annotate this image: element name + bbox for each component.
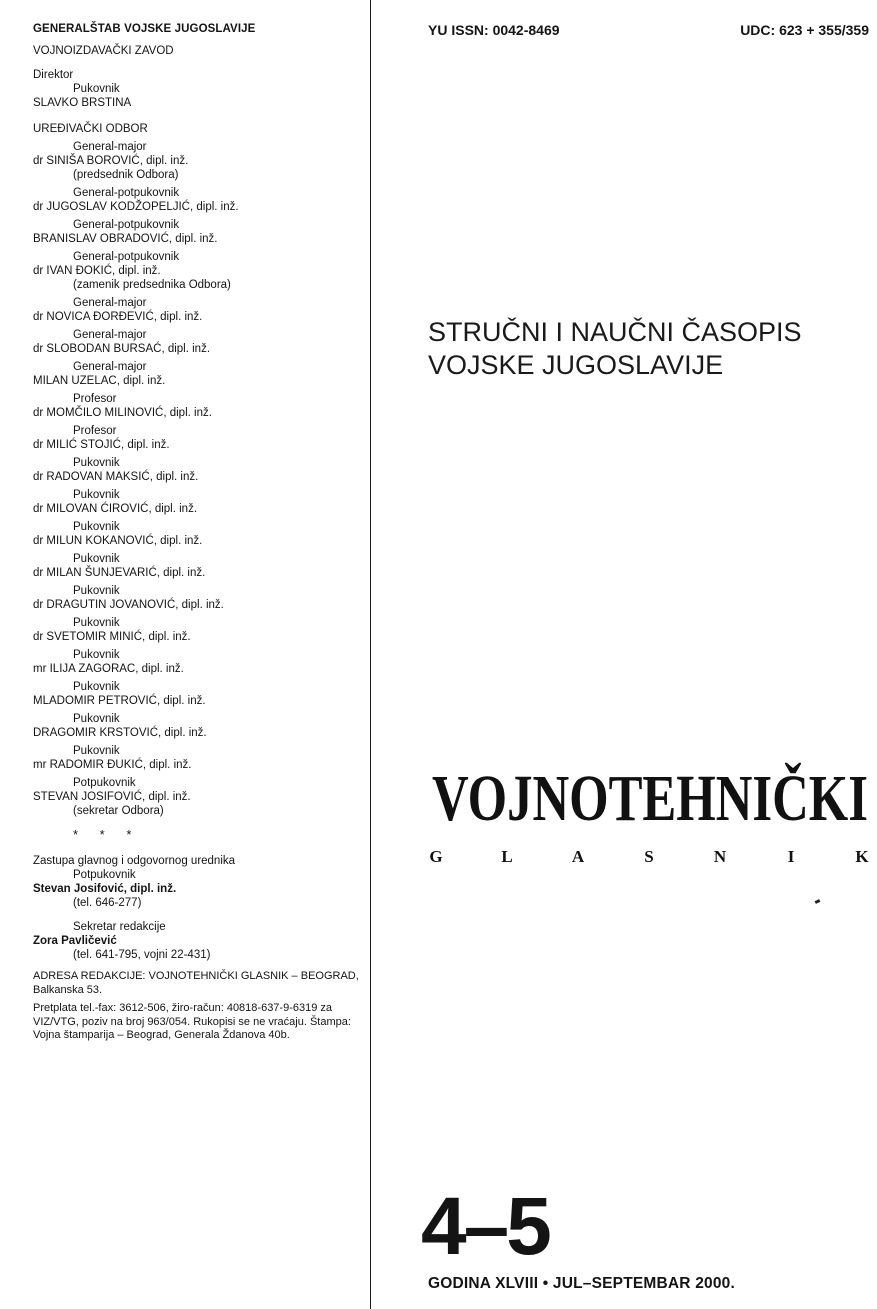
board-member (33, 616, 363, 644)
journal-logo-svg (430, 752, 870, 872)
logo-letter: A (571, 847, 585, 866)
board-member (33, 186, 363, 214)
member-rank: Potpukovnik (73, 777, 136, 789)
board-member (33, 712, 363, 740)
member-rank: Profesor (73, 393, 117, 405)
board-member (33, 648, 363, 676)
director-rank: Pukovnik (73, 83, 120, 95)
logo-subtitle-letters (430, 847, 869, 866)
member-rank: Pukovnik (73, 617, 120, 629)
logo-title: VOJNOTEHNIČKI (432, 762, 868, 835)
member-rank: Pukovnik (73, 649, 120, 661)
member-name: mr ILIJA ZAGORAC, dipl. inž. (33, 663, 184, 675)
board-member (33, 424, 363, 452)
board-member (33, 584, 363, 612)
separator-stars: * * * (73, 827, 132, 842)
board-member (33, 140, 363, 182)
logo-letter: K (855, 847, 869, 866)
member-rank: Profesor (73, 425, 117, 437)
member-rank: General-potpukovnik (73, 219, 180, 231)
logo-letter: G (430, 847, 443, 866)
board-member (33, 250, 363, 292)
secretary-label: Sekretar redakcije (73, 921, 166, 933)
board-member (33, 520, 363, 548)
member-rank: Pukovnik (73, 521, 120, 533)
member-name: dr MILAN ŠUNJEVARIĆ, dipl. inž. (33, 567, 206, 579)
editorial-address: ADRESA REDAKCIJE: VOJNOTEHNIČKI GLASNIK – BEOGRAD, Balkanska 53. (33, 970, 359, 996)
member-rank: General-major (73, 297, 147, 309)
director-label: Direktor (33, 69, 74, 81)
editorial-board-list (33, 140, 363, 818)
board-member (33, 744, 363, 772)
secretary-block (33, 920, 363, 962)
column-divider (370, 0, 371, 1309)
member-name: DRAGOMIR KRSTOVIĆ, dipl. inž. (33, 727, 207, 739)
member-rank: Pukovnik (73, 489, 120, 501)
member-name: dr RADOVAN MAKSIĆ, dipl. inž. (33, 471, 199, 483)
board-member (33, 488, 363, 516)
member-note: (sekretar Odbora) (73, 805, 164, 817)
member-rank: General-potpukovnik (73, 251, 180, 263)
member-name: dr MILIĆ STOJIĆ, dipl. inž. (33, 439, 170, 451)
logo-letter: N (713, 847, 727, 866)
member-name: dr IVAN ĐOKIĆ, dipl. inž. (33, 265, 161, 277)
member-name: MILAN UZELAC, dipl. inž. (33, 375, 166, 387)
editorial-board-title: UREĐIVAČKI ODBOR (33, 123, 148, 135)
deputy-editor-block (33, 854, 363, 910)
board-member (33, 552, 363, 580)
member-name: dr MILUN KOKANOVIĆ, dipl. inž. (33, 535, 203, 547)
deputy-rank: Potpukovnik (73, 869, 136, 881)
member-rank: General-major (73, 329, 147, 341)
director-block (33, 68, 363, 110)
member-name: MLADOMIR PETROVIĆ, dipl. inž. (33, 695, 206, 707)
member-name: dr MOMČILO MILINOVIĆ, dipl. inž. (33, 407, 212, 419)
board-member (33, 296, 363, 324)
board-member (33, 456, 363, 484)
director-name: SLAVKO BRSTINA (33, 97, 132, 109)
member-name: STEVAN JOSIFOVIĆ, dipl. inž. (33, 791, 191, 803)
org-publisher: VOJNOIZDAVAČKI ZAVOD (33, 45, 174, 57)
member-rank: Pukovnik (73, 713, 120, 725)
secretary-tel: (tel. 641-795, vojni 22-431) (73, 949, 211, 961)
member-rank: Pukovnik (73, 745, 120, 757)
board-member (33, 392, 363, 420)
print-speck (815, 899, 821, 904)
member-rank: General-potpukovnik (73, 187, 180, 199)
logo-letter: S (644, 847, 654, 866)
member-name: dr SINIŠA BOROVIĆ, dipl. inž. (33, 155, 189, 167)
member-name: dr SLOBODAN BURSAĆ, dipl. inž. (33, 343, 211, 355)
board-member (33, 680, 363, 708)
member-note: (predsednik Odbora) (73, 169, 179, 181)
volume-date-line: GODINA XLVIII • JUL–SEPTEMBAR 2000. (428, 1275, 735, 1292)
member-rank: Pukovnik (73, 553, 120, 565)
deputy-tel: (tel. 646-277) (73, 897, 142, 909)
deputy-name: Stevan Josifović, dipl. inž. (33, 883, 177, 895)
masthead-column (33, 22, 363, 1043)
board-member (33, 360, 363, 388)
deputy-label: Zastupa glavnog i odgovornog urednika (33, 855, 236, 867)
board-member (33, 328, 363, 356)
member-name: dr JUGOSLAV KODŽOPELJIĆ, dipl. inž. (33, 201, 239, 213)
secretary-name: Zora Pavličević (33, 935, 117, 947)
board-member (33, 776, 363, 818)
issn: YU ISSN: 0042-8469 (428, 22, 560, 38)
logo-letter: I (787, 847, 795, 866)
board-member (33, 218, 363, 246)
member-name: dr MILOVAN ĆIROVIĆ, dipl. inž. (33, 503, 198, 515)
member-rank: General-major (73, 361, 147, 373)
member-rank: General-major (73, 141, 147, 153)
org-general-staff: GENERALŠTAB VOJSKE JUGOSLAVIJE (33, 23, 256, 35)
member-note: (zamenik predsednika Odbora) (73, 279, 231, 291)
member-rank: Pukovnik (73, 585, 120, 597)
member-rank: Pukovnik (73, 457, 120, 469)
subtitle-line-1: STRUČNI I NAUČNI ČASOPIS (428, 317, 802, 347)
logo-letter: L (501, 847, 513, 866)
member-name: mr RADOMIR ĐUKIĆ, dipl. inž. (33, 759, 192, 771)
member-name: dr NOVICA ĐORĐEVIĆ, dipl. inž. (33, 311, 203, 323)
udc: UDC: 623 + 355/359 (740, 22, 869, 38)
subtitle-line-2: VOJSKE JUGOSLAVIJE (428, 350, 724, 380)
member-name: dr SVETOMIR MINIĆ, dipl. inž. (33, 631, 191, 643)
member-rank: Pukovnik (73, 681, 120, 693)
journal-logo (430, 752, 870, 872)
member-name: BRANISLAV OBRADOVIĆ, dipl. inž. (33, 233, 218, 245)
subscription-info: Pretplata tel.-fax: 3612-506, žiro-račun: 40818-637-9-6319 za VIZ/VTG, poziv na broj 963/054. Rukopisi se ne vraćaju. Štampa: Vojna štamparija – Beograd, Generala Ždanova 40b. (33, 1002, 351, 1041)
member-name: dr DRAGUTIN JOVANOVIĆ, dipl. inž. (33, 599, 224, 611)
issue-number: 4–5 (421, 1181, 549, 1272)
journal-subtitle (428, 316, 802, 382)
